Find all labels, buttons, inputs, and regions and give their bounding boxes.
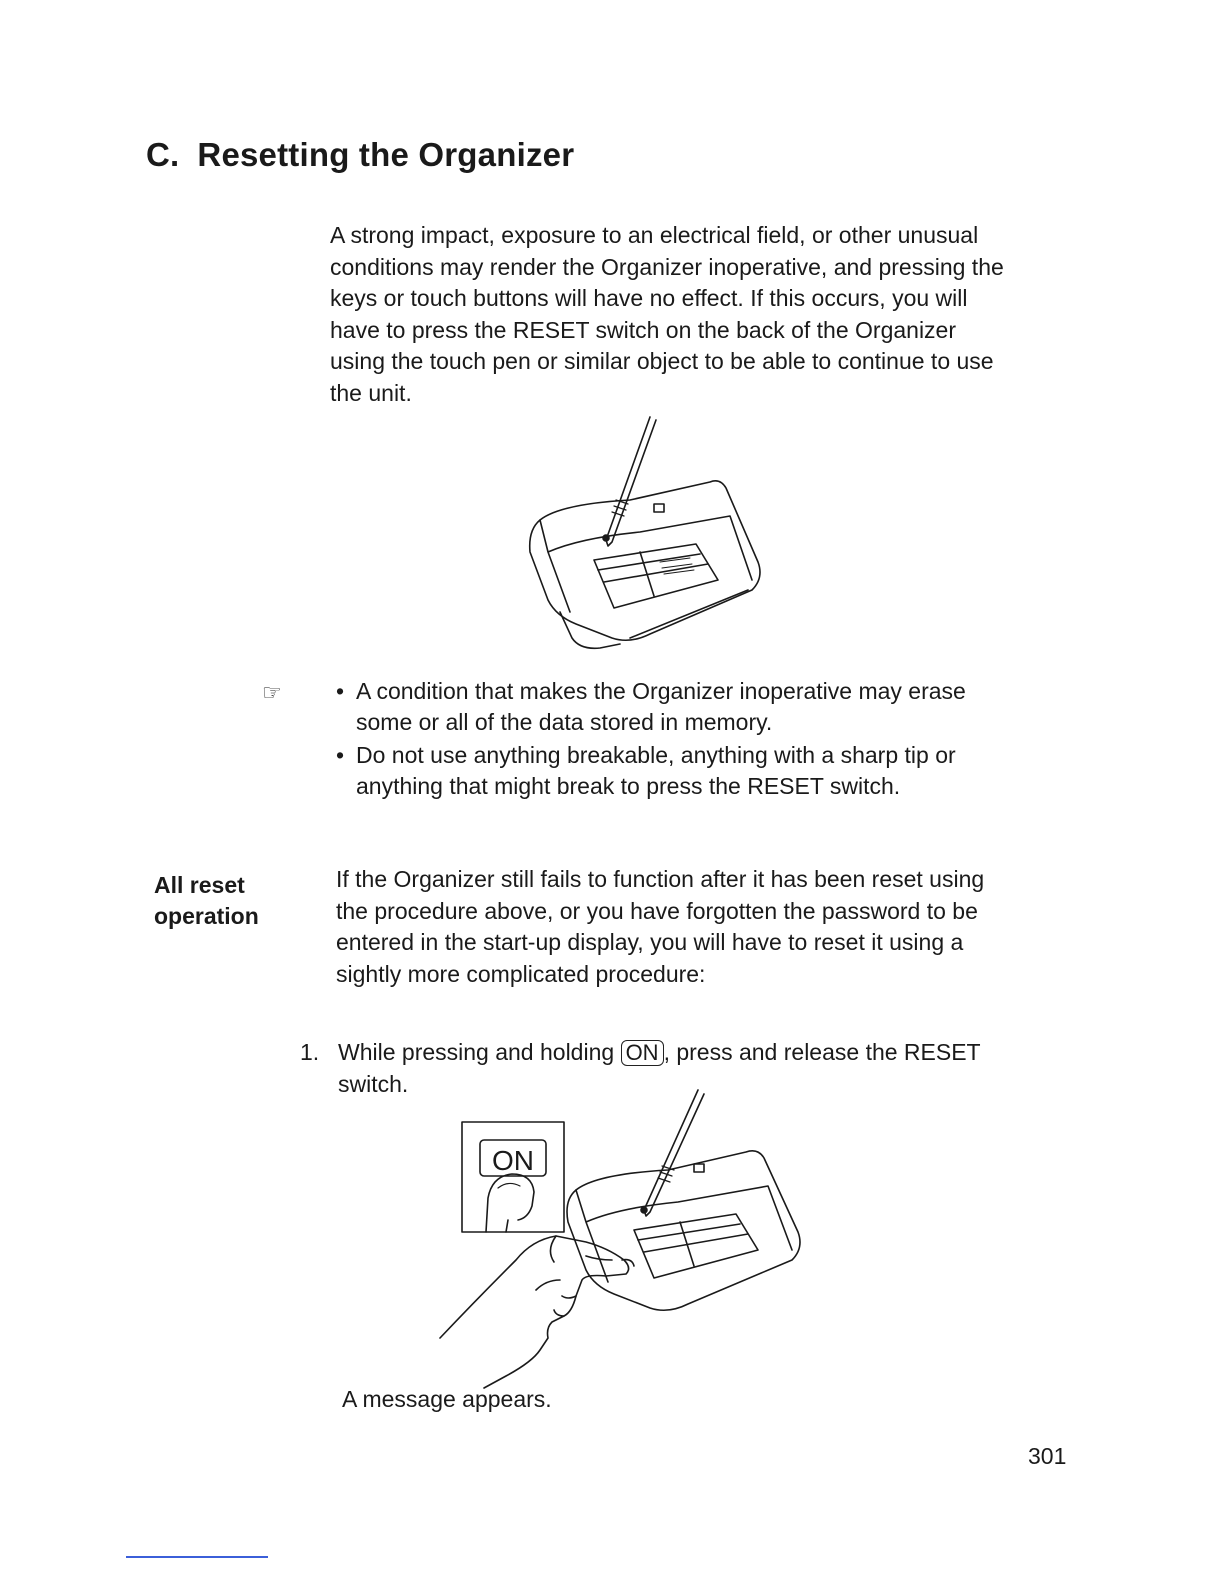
- bullet-icon: •: [336, 742, 345, 768]
- step-text-after: , press and release the RESET switch.: [338, 1039, 981, 1097]
- section-letter: C.: [146, 136, 180, 173]
- all-reset-illustration: [436, 1090, 826, 1390]
- note-item-2: Do not use anything breakable, anything with a sharp tip or anything that might break to press the RESET switch.: [356, 742, 956, 799]
- all-reset-label: All reset operation: [154, 872, 259, 929]
- step-number: 1.: [300, 1039, 320, 1065]
- list-item: [336, 740, 1016, 802]
- pointing-hand-icon: ☞: [262, 680, 282, 705]
- step-text-before: While pressing and holding: [338, 1039, 615, 1065]
- on-key-icon: ON: [621, 1040, 664, 1066]
- organizer-body-icon: [530, 481, 760, 640]
- result-message: A message appears.: [342, 1386, 552, 1412]
- section-title: Resetting the Organizer: [197, 136, 575, 173]
- reset-switch-icon: [694, 1164, 704, 1172]
- note-item-1: A condition that makes the Organizer inoperative may erase some or all of the data stored in memory.: [356, 678, 966, 735]
- page-number: 301: [1028, 1443, 1067, 1469]
- inset-frame: [462, 1122, 564, 1232]
- bottom-rule: [126, 1556, 268, 1558]
- thumb-icon: [486, 1174, 534, 1232]
- bullet-icon: •: [336, 678, 345, 704]
- inset-on-key-label: ON: [492, 1145, 534, 1176]
- section-heading: [146, 136, 574, 174]
- all-reset-paragraph: If the Organizer still fails to function after it has been reset using the procedure above, or you have forgotten the password to be entered in the start-up display, you will have to reset it using a sightly more complicated procedure:: [336, 866, 985, 987]
- touch-pen-icon: [644, 1090, 704, 1216]
- organizer-reset-illustration: [520, 412, 770, 652]
- list-item: [336, 676, 1016, 738]
- note-list: [336, 676, 1016, 804]
- touch-pen-icon: [606, 417, 656, 546]
- reset-switch-icon: [654, 504, 664, 512]
- intro-paragraph: A strong impact, exposure to an electrical field, or other unusual conditions may render the Organizer inoperative, and pressing the keys or touch buttons will have no effect. If this occurs, you will have to press the RESET switch on the back of the Organizer using the touch pen or similar object to be able to continue to use the unit.: [330, 222, 1004, 406]
